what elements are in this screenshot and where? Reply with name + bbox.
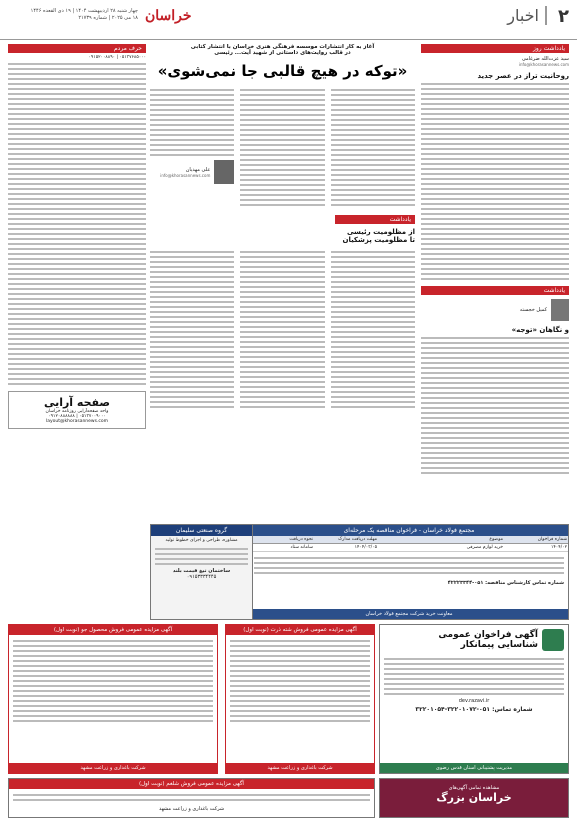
layout-ad: صفحه آرایی واحد صفحه‌آرایی روزنامه خراسان ۰۵۱۳۷۰۰۹۰۰۰ | ۰۹۱۲۰۸۸۸۸۸۸ layout@khorasannews.com — [8, 391, 146, 429]
author-email: info@khorasannews.com — [518, 62, 569, 67]
author-photo — [551, 299, 569, 321]
author-photo — [214, 160, 234, 184]
tender-ad-1: آگهی مزایده عمومی فروش محصول جو (نوبت اول) شرکت باغداری و زراعت مشهد — [8, 624, 218, 774]
tender-ad-3: آگهی مزایده عمومی فروش شته ذرت (نوبت اول) شرکت باغداری و زراعت مشهد — [225, 624, 375, 774]
article-title: روحانیت تراز در عصر جدید — [477, 72, 569, 80]
subhead-1: از مظلومیت رئیسی — [346, 228, 415, 236]
section-bar-2: یادداشت — [421, 286, 569, 295]
page-section: اخبار — [507, 6, 547, 25]
section-bar: حرف مردم — [8, 44, 146, 53]
kicker-2: در قالب روایت‌های داستانی از شهید آیت‌... رئیسی — [214, 50, 351, 56]
tender-ad-2: آگهی مزایده عمومی فروش شلغم (نوبت اول) شرکت باغداری و زراعت مشهد — [8, 778, 375, 818]
author-box: کمیل خجسته — [421, 299, 569, 321]
headline: «توکه در هیچ قالبی جا نمی‌شوی» — [157, 62, 408, 80]
article-body — [421, 83, 569, 280]
left-column — [8, 44, 146, 520]
article-title-2: و نگاهان «توجه» — [511, 326, 569, 334]
middle-column — [150, 44, 415, 520]
sanat-ad: گروه صنعتی سلیمان مشاوره، طراحی و اجرای خطوط تولید ساختمان تیغ قیمت بلند ۰۹۱۵۳۳۳۴۴۴۵ — [150, 524, 253, 620]
subhead-2: تا مظلومیت پزشکیان — [342, 236, 415, 244]
date-block: چهار شنبه ۲۸ اردیبهشت ۱۴۰۴ | ۱۹ ذی القعده ۱۴۴۶ ۱۸ می ۲۰۲۵ | شماره ۲۱۷۳۹ — [30, 8, 138, 21]
newspaper-logo: خراسان — [145, 8, 192, 24]
foolad-tender-ad: مجتمع فولاد خراسان - فراخوان مناقصه یک مرحله‌ای شماره فراخوان موضوع مهلت دریافت مدارک نحوه دریافت ۱۴۰۴/۰۲ خرید لوازم مصرفی ۱۴۰۴/۰۳/۰۵ سامانه ستاد شماره تماس کارشناس مناقصه: ۰۵۱-۴۲۲۲۳۳۴۴ معاونت خرید شرکت مجتمع فولاد خراسان — [249, 524, 569, 620]
author-box: علی مهدیان info@khorasannews.com — [150, 160, 234, 184]
section-bar: یادداشت — [335, 215, 415, 224]
tender-table-header: شماره فراخوان موضوع مهلت دریافت مدارک نحوه دریافت — [250, 536, 568, 544]
organization-logo — [542, 629, 564, 651]
article-body-2 — [421, 337, 569, 474]
reader-messages — [8, 63, 146, 385]
recruit-ad: آگهی فراخوان عمومی شناسایی پیمانکار dev.razavi.ir شماره تماس: ۰۵۱-۳۲۲۰۱۰۷۲-۳۲۲۰۱۰۵۴ مدیریت پشتیبانی استان قدس رضوی — [379, 624, 569, 774]
author-name: سید عزت‌الله ضرغامی — [521, 56, 569, 62]
tender-table-row: ۱۴۰۴/۰۲ خرید لوازم مصرفی ۱۴۰۴/۰۳/۰۵ سامانه ستاد — [250, 544, 568, 552]
page-number: ۲ — [558, 6, 569, 27]
kicker: آغاز به کار انتشارات موسسه فرهنگی هنری خراسان با انتشار کتابی — [190, 44, 375, 50]
headline-columns — [150, 86, 415, 209]
article-columns — [150, 248, 415, 411]
right-column — [421, 44, 569, 520]
khorasan-bottom-ad: مشاهده تمامی آگهی‌های خراسان بزرگ — [379, 778, 569, 818]
section-bar: یادداشت روز — [421, 44, 569, 53]
phone-numbers: ۰۹۱۵۲۰۰۸۸۹۰ | ۰۵۱۳۷۶۸۵۰۰۰ — [88, 55, 146, 60]
page-header — [0, 0, 577, 40]
